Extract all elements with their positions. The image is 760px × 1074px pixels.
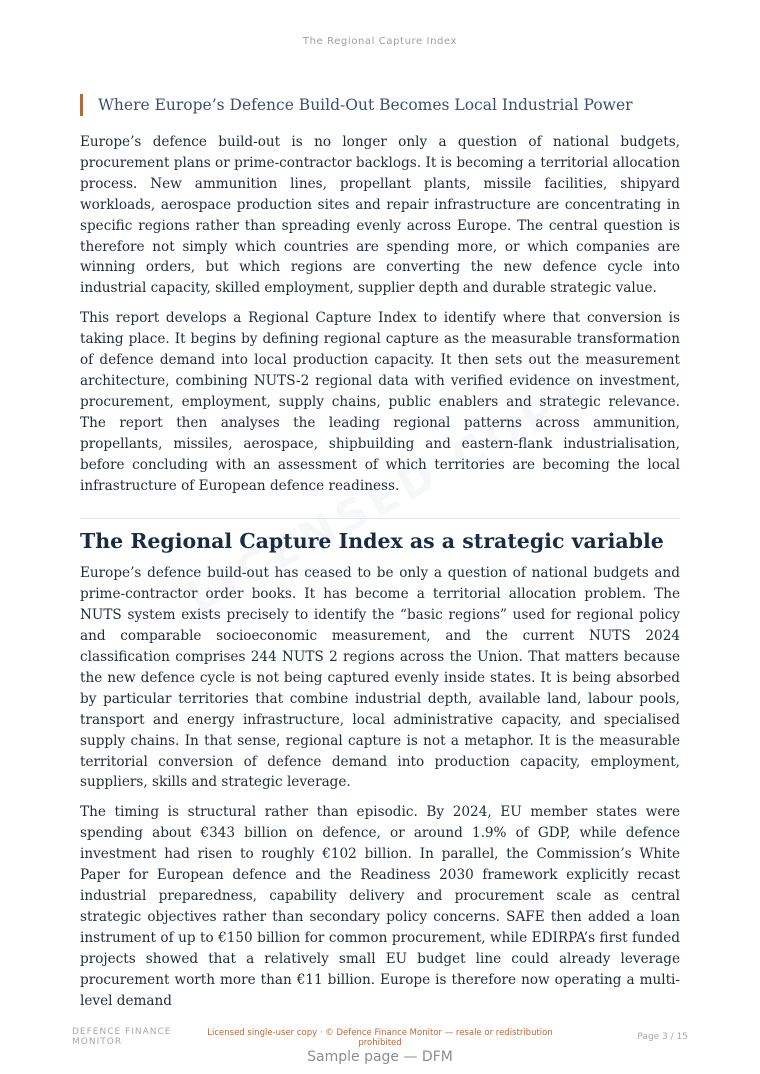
footer-brand-line-1: DEFENCE FINANCE [72, 1027, 172, 1037]
footer-brand [72, 1027, 171, 1047]
section-divider [80, 518, 680, 519]
section-heading: The Regional Capture Index as a strategic variable [80, 529, 664, 554]
intro-paragraph-2: This report develops a Regional Capture Index to identify where that conversion is taking place. It begins by defining regional capture as the measurable transformation of defence demand into local production capacity. It then sets out the measurement architecture, combining NUTS-2 regional data with verified evidence on investment, procurement, employment, supply chains, public enablers and strategic relevance. The report then analyses the leading regional patterns across ammunition, propellants, missiles, aerospace, shipbuilding and eastern-flank industrialisation, before concluding with an assessment of which territories are becoming the local infrastructure of European defence readiness. [80, 310, 680, 494]
intro-section-label: Where Europe’s Defence Build-Out Becomes Local Industrial Power [80, 94, 680, 116]
page-number: Page 3 / 15 [637, 1032, 688, 1042]
footer-brand-line-2: MONITOR [72, 1037, 123, 1047]
sample-page-tag: Sample page — DFM [307, 1049, 453, 1065]
license-notice: Licensed single-user copy · © Defence Finance Monitor — resale or redistribution prohibited [207, 1028, 553, 1048]
section-paragraph-2: The timing is structural rather than episodic. By 2024, EU member states were spending about €343 billion on defence, or around 1.9% of GDP, while defence investment had risen to roughly €102 billion. In parallel, the Commission’s White Paper for European defence and the Readiness 2030 framework explicitly recast industrial preparedness, capability delivery and procurement scale as central strategic objectives rather than secondary policy concerns. SAFE then added a loan instrument of up to €150 billion for common procurement, while EDIRPA’s first funded projects showed that a relatively small EU budget line could already leverage procurement worth more than €11 billion. Europe is therefore now operating a multi-level demand [80, 804, 680, 1009]
running-header: The Regional Capture Index [302, 36, 458, 47]
section-paragraph-1: Europe’s defence build-out has ceased to be only a question of national budgets and prime-contractor order books. It has become a territorial allocation problem. The NUTS system exists precisely to identify the “basic regions” used for regional policy and comparable socioeconomic measurement, and the current NUTS 2024 classification comprises 244 NUTS 2 regions across the Union. That matters because the new defence cycle is not being captured evenly inside states. It is being absorbed by particular territories that combine industrial depth, available land, labour pools, transport and energy infrastructure, local administrative capacity, and specialised supply chains. In that sense, regional capture is not a metaphor. It is the measurable territorial conversion of defence demand into production capacity, employment, suppliers, skills and strategic leverage. [80, 565, 680, 791]
page-content [80, 94, 680, 1020]
intro-paragraph-1: Europe’s defence build-out is no longer only a question of national budgets, procurement plans or prime-contractor backlogs. It is becoming a territorial allocation process. New ammunition lines, propellant plants, missile facilities, shipyard workloads, aerospace production sites and repair infrastructure are concentrating in specific regions rather than spreading evenly across Europe. The central question is therefore not simply which countries are spending more, or which companies are winning orders, but which regions are converting the new defence cycle into industrial capacity, skilled employment, supplier depth and durable strategic value. [80, 134, 680, 297]
